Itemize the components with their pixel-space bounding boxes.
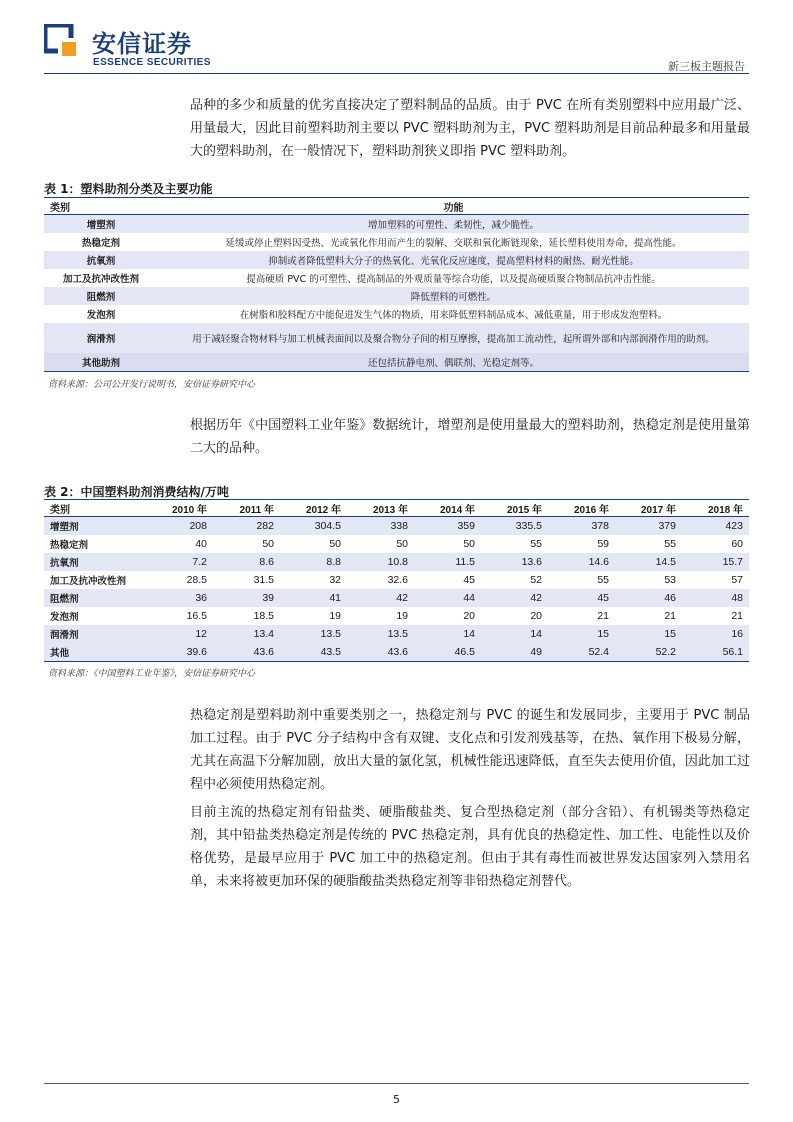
table2-cell: 13.5 [347,625,414,643]
table2-cell: 423 [682,517,749,536]
table2-cell: 19 [396,610,408,622]
table2-cell: 52 [530,574,542,586]
table1-header-function: 功能 [158,198,749,215]
table1-source: 资料来源：公司公开发行说明书，安信证券研究中心 [48,380,256,390]
table2-cell: 16.5 [186,610,207,622]
table2-cell: 40 [195,538,207,550]
table2-row [44,517,749,536]
table2-row [44,589,749,607]
table1-category: 增塑剂 [44,215,158,234]
table2-row [44,553,749,571]
table2-cell: 282 [213,517,280,536]
table2-row [44,625,749,643]
table2-cell: 43.5 [280,643,347,662]
table2-category: 抗氧剂 [44,553,146,571]
table2-row [44,607,749,625]
table2-cell: 378 [548,517,615,536]
table2-cell: 56.1 [682,643,749,662]
table2-cell: 15 [548,625,615,643]
footer-divider [44,1083,749,1084]
table2-cell: 338 [347,517,414,536]
table1-category: 润滑剂 [44,323,158,353]
table2-cell: 8.8 [280,553,347,571]
table2-row [44,535,749,553]
table2-cell: 46 [615,589,682,607]
table1-category: 加工及抗冲改性剂 [62,274,139,285]
table2-category: 增塑剂 [44,517,146,536]
table2-category: 润滑剂 [44,625,146,643]
table2-cell: 46.5 [414,643,481,662]
table2-cell: 42 [481,589,548,607]
table2-header: 2013 年 [347,500,414,517]
paragraph-usage: 根据历年《中国塑料工业年鉴》数据统计，增塑剂是使用量最大的塑料助剂，热稳定剂是使用量第二大的品种。 [190,418,750,456]
table1-category: 热稳定剂 [81,238,120,249]
table2-cell: 50 [463,538,475,550]
table2-cell: 55 [530,538,542,550]
table1-function: 增加塑料的可塑性、柔韧性，减少脆性。 [158,215,749,234]
table2-cell: 50 [396,538,408,550]
table2-cell: 12 [146,625,213,643]
table2-cell: 11.5 [414,553,481,571]
table2-cell: 15 [615,625,682,643]
table1 [44,197,749,372]
table2-cell: 57 [731,574,743,586]
table1-function: 还包括抗静电剂、偶联剂、光稳定剂等。 [158,353,749,372]
table2-cell: 43.6 [347,643,414,662]
table1-function: 降低塑料的可燃性。 [158,287,749,305]
table2-header: 2015 年 [481,500,548,517]
table2-cell: 45 [548,589,615,607]
table2-cell: 379 [615,517,682,536]
table2-cell: 14.5 [615,553,682,571]
table2-cell: 44 [414,589,481,607]
table2-cell: 39.6 [146,643,213,662]
table2-category: 加工及抗冲改性剂 [50,576,127,587]
table2-cell: 42 [347,589,414,607]
table2-row [44,643,749,662]
table2-cell: 39 [213,589,280,607]
table2-cell: 43.6 [213,643,280,662]
table2-cell: 50 [262,538,274,550]
table1-row [44,233,749,251]
table1-row [44,305,749,323]
table1-row [44,323,749,353]
table2-header: 2011 年 [213,500,280,517]
brand-logo-icon [44,24,78,58]
table2-cell: 28.5 [186,574,207,586]
table2-cell: 208 [146,517,213,536]
table2-cell: 21 [731,610,743,622]
table2-cell: 20 [463,610,475,622]
table2-cell: 21 [597,610,609,622]
table1-row [44,287,749,305]
table2-cell: 49 [481,643,548,662]
table2-cell: 16 [682,625,749,643]
table2-cell: 14.6 [548,553,615,571]
paragraph-intro: 品种的多少和质量的优劣直接决定了塑料制品的品质。由于 PVC 在所有类别塑料中应用最广泛、用量最大，因此目前塑料助剂主要以 PVC 塑料助剂为主，PVC 塑料助剂是目前品种最多和用量最大的塑料助剂，在一般情况下，塑料助剂狭义即指 PVC 塑料助剂。 [190,98,750,159]
header-divider [44,73,749,74]
table2-category: 发泡剂 [50,612,79,623]
table2-cell: 18.5 [253,610,274,622]
paragraph-heat-stabilizer: 热稳定剂是塑料助剂中重要类别之一，热稳定剂与 PVC 的诞生和发展同步，主要用于 PVC 制品加工过程。由于 PVC 分子结构中含有双键、支化点和引发剂残基等，在热、氧作用下极易分解，尤其在高温下分解加剧，放出大量的氯化氢，机械性能迅速降低，直至失去使用价值，因此加工过程中必须使用热稳定剂。 [190,708,750,792]
table2-cell: 53 [664,574,676,586]
table2-cell: 7.2 [146,553,213,571]
table2-header: 2014 年 [414,500,481,517]
table1-title: 表 1：塑料助剂分类及主要功能 [44,182,213,196]
table2-cell: 8.6 [213,553,280,571]
table1-category: 其他助剂 [44,353,158,372]
table2-cell: 32.6 [387,574,408,586]
table2-cell: 36 [146,589,213,607]
table1-function: 用于减轻聚合物材料与加工机械表面间以及聚合物分子间的相互摩擦，提高加工流动性，起所谓外部和内部润滑作用的助剂。 [158,323,749,353]
table2-cell: 32 [329,574,341,586]
table2-cell: 52.4 [548,643,615,662]
table1-category: 抗氧剂 [44,251,158,269]
table2-category: 热稳定剂 [50,540,89,551]
table2-cell: 20 [530,610,542,622]
paragraph-mainstream-stabilizers: 目前主流的热稳定剂有铅盐类、硬脂酸盐类、复合型热稳定剂（部分含铅）、有机锡类等热稳定剂，其中铅盐类热稳定剂是传统的 PVC 热稳定剂，具有优良的热稳定性、加工性、电能性以及价格优势，是最早应用于 PVC 加工中的热稳定剂。但由于其有毒性而被世界发达国家列入禁用名单，未来将被更加环保的硬脂酸盐类热稳定剂等非铅热稳定剂替代。 [190,805,750,889]
table2-cell: 55 [664,538,676,550]
table2-category: 阻燃剂 [44,589,146,607]
table2-cell: 21 [664,610,676,622]
table1-category: 发泡剂 [86,310,116,321]
report-type-label: 新三板主题报告 [668,60,745,73]
table2-cell: 52.2 [615,643,682,662]
table2-cell: 60 [731,538,743,550]
table2-cell: 13.4 [213,625,280,643]
table2-source: 资料来源：《中国塑料工业年鉴》，安信证券研究中心 [48,669,256,679]
table2-cell: 335.5 [481,517,548,536]
table2-cell: 50 [329,538,341,550]
table2-cell: 55 [597,574,609,586]
table2-header: 2018 年 [682,500,749,517]
table2 [44,499,749,662]
table1-function: 在树脂和胶料配方中能促进发生气体的物质，用来降低塑料制品成本、减低重量，用于形成发泡塑料。 [239,310,668,321]
table1-row [44,251,749,269]
table1-function: 提高硬质 PVC 的可塑性、提高制品的外观质量等综合功能，以及提高硬质聚合物制品抗冲击性能。 [246,274,661,285]
table2-cell: 31.5 [253,574,274,586]
page-number: 5 [393,1093,400,1106]
table1-row [44,269,749,287]
table1-header-category: 类别 [44,198,158,215]
table1-function: 延缓或停止塑料因受热、光或氧化作用而产生的裂解、交联和氧化断链现象，延长塑料使用寿命，提高性能。 [225,238,682,249]
table2-cell: 45 [463,574,475,586]
table2-cell: 59 [597,538,609,550]
table2-category: 其他 [44,643,146,662]
table1-function: 抑制或者降低塑料大分子的热氧化、光氧化反应速度，提高塑料材料的耐热、耐光性能。 [158,251,749,269]
table2-header: 2012 年 [280,500,347,517]
table1-row [44,353,749,372]
table2-cell: 14 [414,625,481,643]
table2-header: 2016 年 [548,500,615,517]
table2-cell: 359 [414,517,481,536]
table2-header: 2017 年 [615,500,682,517]
table2-cell: 13.5 [280,625,347,643]
table2-row [44,571,749,589]
table1-category: 阻燃剂 [44,287,158,305]
table2-cell: 41 [280,589,347,607]
table2-header: 2010 年 [146,500,213,517]
table2-cell: 19 [329,610,341,622]
brand-name-en: ESSENCE SECURITIES [93,57,211,68]
table2-cell: 15.7 [682,553,749,571]
table2-cell: 10.8 [347,553,414,571]
table2-cell: 14 [481,625,548,643]
table2-header: 类别 [44,500,146,517]
table1-row [44,215,749,234]
brand-name-cn: 安信证券 [92,30,192,58]
table2-cell: 48 [682,589,749,607]
table2-cell: 13.6 [481,553,548,571]
table2-title: 表 2：中国塑料助剂消费结构/万吨 [44,485,229,499]
table2-cell: 304.5 [280,517,347,536]
